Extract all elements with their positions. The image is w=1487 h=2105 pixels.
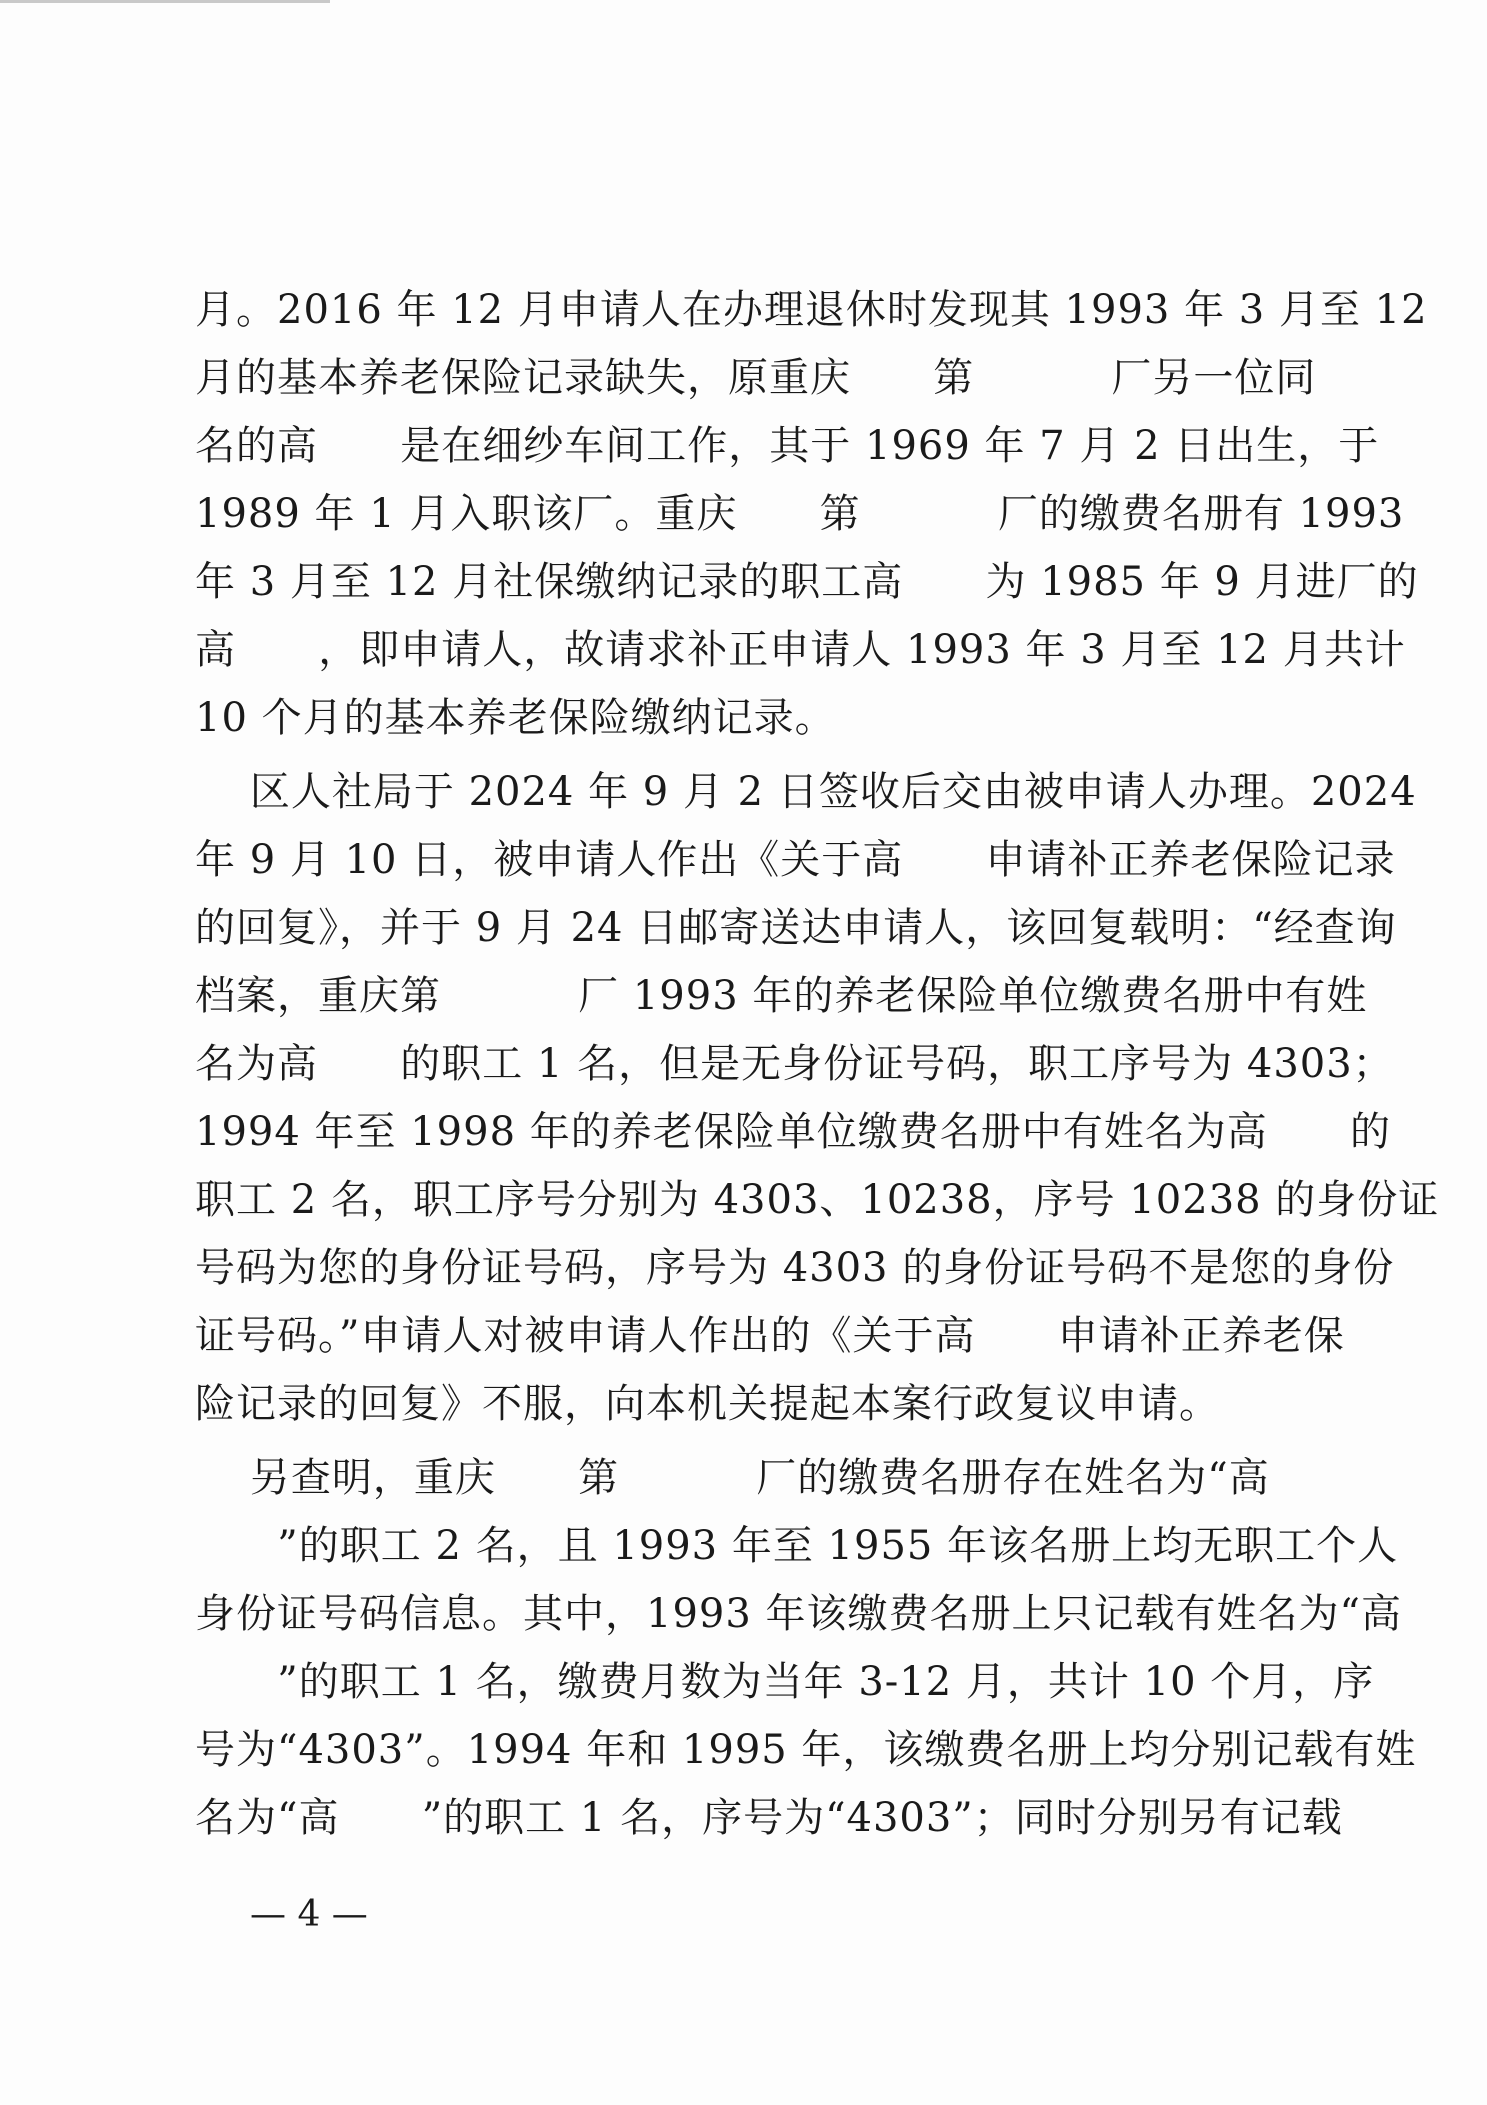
text-line: 10 个月的基本养老保险缴纳记录。 [195,695,836,741]
text-line: 另查明，重庆 第 厂的缴费名册存在姓名为“高 [195,1455,1270,1501]
text-line: 年 9 月 10 日，被申请人作出《关于高 申请补正养老保险记录 [195,837,1396,883]
text-line: 险记录的回复》不服，向本机关提起本案行政复议申请。 [195,1381,1220,1427]
text-line: 名的高 是在细纱车间工作，其于 1969 年 7 月 2 日出生，于 [195,423,1380,469]
text-line: 身份证号码信息。其中，1993 年该缴费名册上只记载有姓名为“高 [195,1591,1402,1637]
page-number: — 4 — [250,1894,368,1935]
text-line: ”的职工 2 名，且 1993 年至 1955 年该名册上均无职工个人 [195,1523,1399,1569]
text-line: 名为高 的职工 1 名，但是无身份证号码，职工序号为 4303； [195,1041,1394,1087]
text-line: 名为“高 ”的职工 1 名，序号为“4303”；同时分别另有记载 [195,1795,1343,1841]
text-line: ”的职工 1 名，缴费月数为当年 3-12 月，共计 10 个月，序 [195,1659,1375,1705]
text-line: 的回复》，并于 9 月 24 日邮寄送达申请人，该回复载明：“经查询 [195,905,1397,951]
text-line: 月。2016 年 12 月申请人在办理退休时发现其 1993 年 3 月至 12 [195,287,1428,333]
text-line: 证号码。”申请人对被申请人作出的《关于高 申请补正养老保 [195,1313,1345,1359]
text-line: 档案，重庆第 厂 1993 年的养老保险单位缴费名册中有姓 [195,973,1368,1019]
text-line: 月的基本养老保险记录缺失，原重庆 第 厂另一位同 [195,355,1317,401]
text-line: 区人社局于 2024 年 9 月 2 日签收后交由被申请人办理。2024 [195,769,1417,815]
text-line: 年 3 月至 12 月社保缴纳记录的职工高 为 1985 年 9 月进厂的 [195,559,1419,605]
text-line: 高 ，即申请人，故请求补正申请人 1993 年 3 月至 12 月共计 [195,627,1406,673]
scan-edge-mark [0,0,330,3]
text-line: 1989 年 1 月入职该厂。重庆 第 厂的缴费名册有 1993 [195,491,1405,537]
text-line: 号为“4303”。1994 年和 1995 年，该缴费名册上均分别记载有姓 [195,1727,1417,1773]
text-line: 职工 2 名，职工序号分别为 4303、10238，序号 10238 的身份证 [195,1177,1440,1223]
text-line: 1994 年至 1998 年的养老保险单位缴费名册中有姓名为高 的 [195,1109,1392,1155]
text-line: 号码为您的身份证号码，序号为 4303 的身份证号码不是您的身份 [195,1245,1395,1291]
